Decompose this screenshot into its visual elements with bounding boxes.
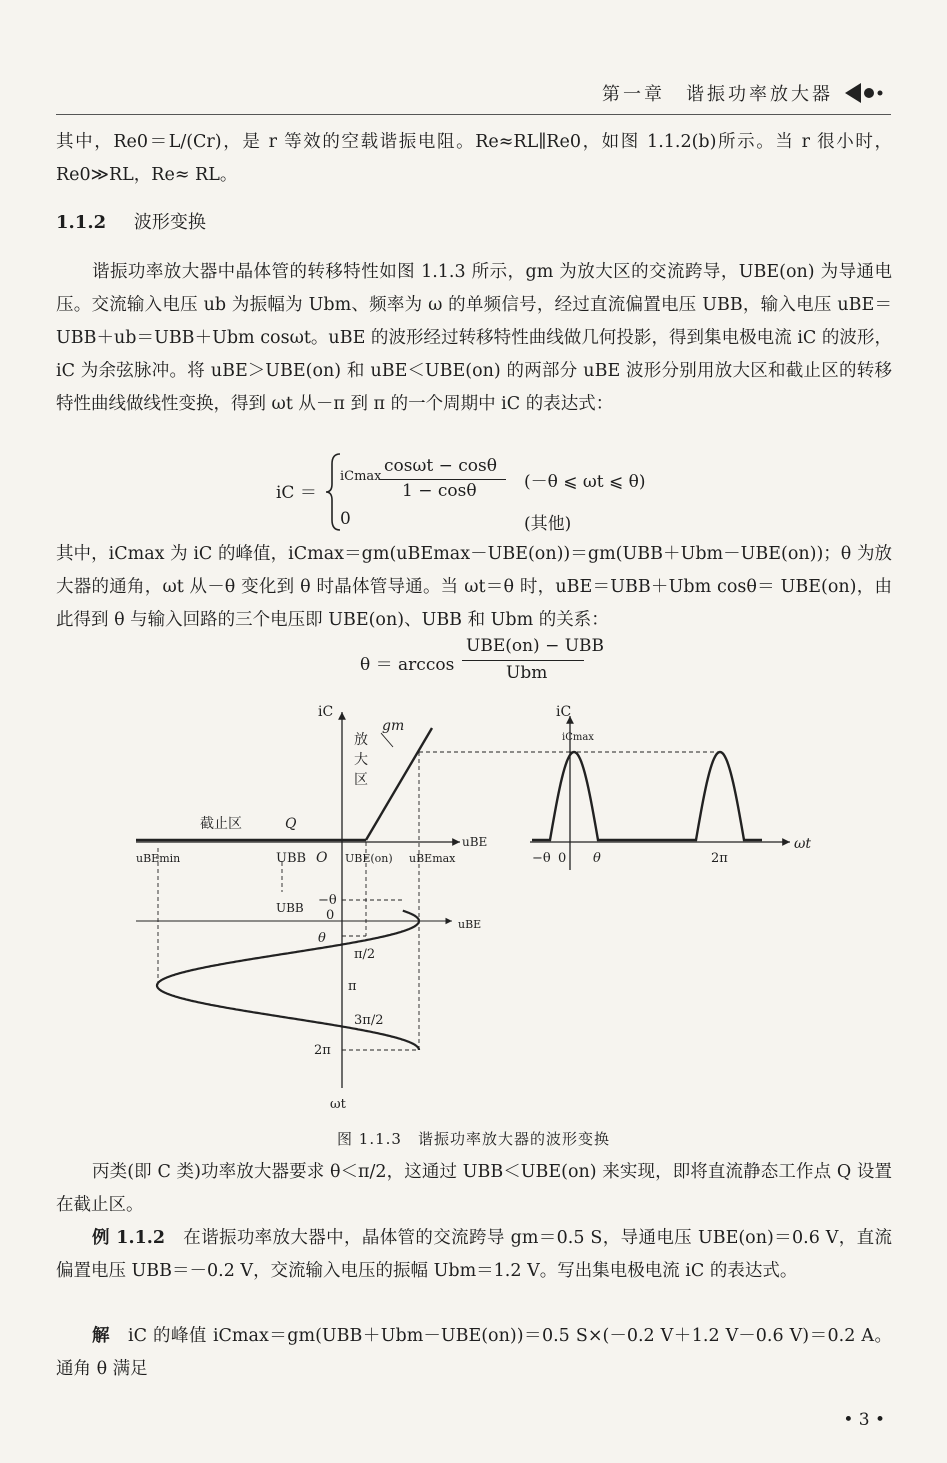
solution-block [56, 1320, 892, 1386]
paragraph-definitions: 其中，iCmax 为 iC 的峰值，iCmax＝gm(uBEmax－UBE(on))＝gm(UBB＋Ubm－UBE(on))；θ 为放大器的通角，ωt 从－θ 变化到 θ 时晶体管导通。当 ωt＝θ 时，uBE＝UBB＋Ubm cosθ＝ UBE(on)，由此得到 θ 与输入回路的三个电压即 UBE(on)、UBB 和 Ubm 的关系： [56, 544, 892, 630]
right-label-icmax: iCmax [562, 732, 594, 743]
formula-ic-zero: 0 [340, 509, 351, 529]
chapter-title: 第一章 谐振功率放大器 [602, 84, 833, 105]
formula-ic-coef: iCmax [340, 469, 382, 484]
right-label-theta: θ [593, 851, 601, 866]
label-amp-region-1: 放 [354, 732, 368, 748]
label-pi-half: π/2 [354, 947, 376, 962]
label-ube-axis: uBE [462, 835, 488, 849]
formula-theta-lhs: θ ＝ arccos [360, 655, 455, 675]
label-ubemin: uBEmin [136, 852, 181, 865]
label-ubemax: uBEmax [409, 852, 456, 865]
formula-theta-denominator: Ubm [506, 663, 548, 683]
amplifier-characteristic [366, 728, 432, 840]
label-ic-axis: iC [318, 704, 334, 720]
label-ubb: UBB [276, 851, 307, 866]
label-ubb-lower: UBB [276, 901, 304, 915]
paragraph-waveform: 谐振功率放大器中晶体管的转移特性如图 1.1.3 所示，gm 为放大区的交流跨导，UBE(on) 为导通电压。交流输入电压 ub 为振幅为 Ubm、频率为 ω 的单频信号，经过直流偏置电压 UBB，输入电压 uBE＝UBB＋ub＝UBB＋Ubm cosωt。uBE 的波形经过转移特性曲线做几何投影，得到集电极电流 iC 的波形，iC 为余弦脉冲。将 uBE＞UBE(on) 和 uBE＜UBE(on) 的两部分 uBE 波形分别用放大区和截止区的转移特性曲线做线性变换，得到 ωt 从－π 到 π 的一个周期中 iC 的表达式： [56, 262, 892, 414]
paragraph-class-c: 丙类(即 C 类)功率放大器要求 θ＜π/2，这通过 UBB＜UBE(on) 来实现，即将直流静态工作点 Q 设置在截止区。 [56, 1162, 892, 1215]
label-minus-theta: −θ [318, 893, 337, 908]
right-label-wt-axis: ωt [794, 836, 812, 852]
label-gm: gm [382, 718, 405, 734]
transfer-characteristic-labels [136, 704, 487, 1112]
solution-label: 解 [92, 1326, 110, 1346]
section-number: 1.1.2 [56, 212, 107, 233]
label-ubeon: UBE(on) [345, 852, 393, 865]
formula-ic-lhs: iC ＝ [276, 483, 317, 503]
label-amp-region-3: 区 [354, 772, 368, 788]
label-origin: O [316, 850, 328, 866]
example-block [56, 1222, 892, 1288]
label-cutoff-region: 截止区 [200, 816, 242, 832]
label-theta: θ [318, 931, 326, 946]
formula-ic-condition: (－θ ⩽ ωt ⩽ θ) [524, 472, 646, 492]
right-label-zero: 0 [558, 851, 567, 866]
label-q-point: Q [285, 816, 297, 832]
ube-cosine-waveform [157, 911, 419, 1050]
formula-theta-numerator: UBE(on) − UBB [466, 636, 605, 656]
paragraph-intro: 其中，Re0＝L/(Cr)，是 r 等效的空载谐振电阻。Re≈RL∥Re0，如图 1.1.2(b)所示。当 r 很小时，Re0≫RL，Re≈ RL。 [56, 132, 892, 185]
label-three-pi-half: 3π/2 [354, 1013, 384, 1028]
label-ube-axis-lower: uBE [458, 918, 482, 931]
label-amp-region-2: 大 [354, 752, 368, 768]
right-label-two-pi: 2π [711, 851, 728, 866]
formula-ic-otherwise: (其他) [524, 514, 572, 534]
example-label: 例 1.1.2 [92, 1228, 166, 1248]
ic-cosine-pulses [532, 752, 762, 840]
example-text: 在谐振功率放大器中，晶体管的交流跨导 gm＝0.5 S，导通电压 UBE(on)＝0.6 V，直流偏置电压 UBB＝－0.2 V，交流输入电压的振幅 Ubm＝1.2 V。写出集电极电流 iC 的表达式。 [56, 1228, 892, 1281]
gm-leader [381, 733, 393, 747]
section-title: 波形变换 [133, 212, 206, 233]
right-label-minus-theta: −θ [532, 851, 551, 866]
formula-ic-numerator: cosωt − cosθ [384, 456, 497, 476]
label-wt-axis: ωt [330, 1097, 346, 1112]
solution-text: iC 的峰值 iCmax＝gm(UBB＋Ubm－UBE(on))＝0.5 S×(－0.2 V＋1.2 V－0.6 V)＝0.2 A。通角 θ 满足 [56, 1326, 893, 1379]
label-two-pi: 2π [314, 1043, 331, 1058]
transfer-characteristic-panel [136, 712, 570, 1088]
label-pi: π [348, 979, 357, 994]
right-label-ic-axis: iC [556, 704, 572, 720]
formula-ic-denominator: 1 − cosθ [402, 481, 477, 501]
figure-caption: 图 1.1.3 谐振功率放大器的波形变换 [337, 1130, 610, 1148]
label-zero: 0 [326, 908, 335, 923]
page-number: • 3 • [843, 1410, 885, 1430]
